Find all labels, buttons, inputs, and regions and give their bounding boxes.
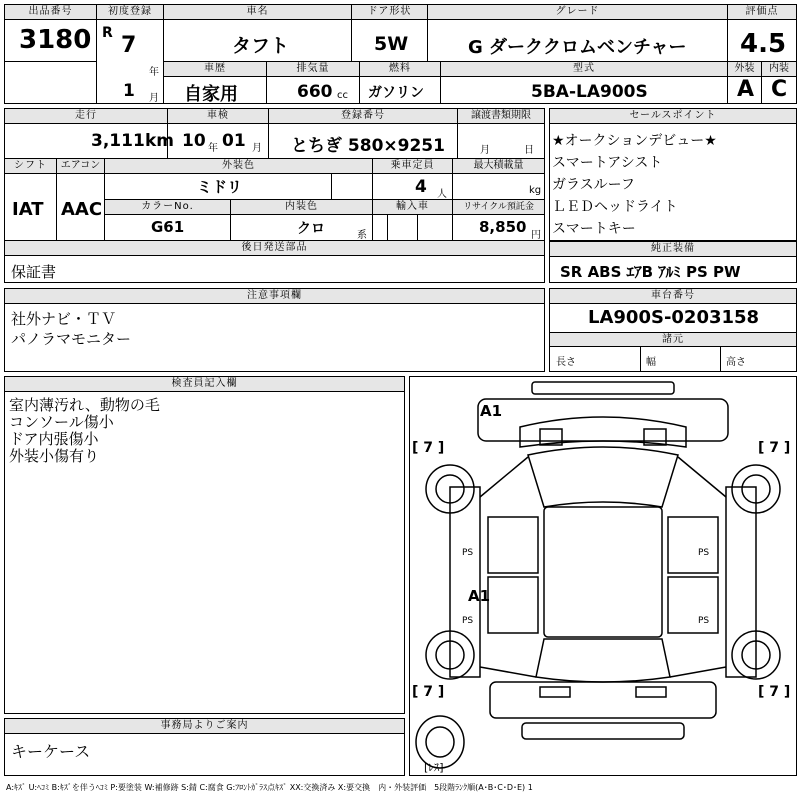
- legend: A:ｷｽﾞ U:ﾍｺﾐ B:ｷｽﾞを伴うﾍｺﾐ P:要塗装 W:補修跡 S:錆 C:腐食 G:ﾌﾛﾝﾄｶﾞﾗｽ点ｷｽﾞ XX:交換済み X:要交換 内・外装評価 5段階ﾗﾝｸ順(A･B･C･D･E) 1: [6, 783, 533, 792]
- inspector-line: 室内薄汚れ、動物の毛: [9, 396, 160, 414]
- mileage-unit: km: [145, 131, 175, 151]
- inspector-line: コンソール傷小: [9, 413, 114, 431]
- sales-point-item: ＬＥＤヘッドライト: [552, 199, 678, 215]
- office-block: [4, 718, 405, 776]
- spec-block: [4, 108, 545, 283]
- reg-no: とちぎ 580×9251: [291, 136, 445, 156]
- tire-rear-right: [ 7 ]: [758, 684, 791, 700]
- car-name-cell: [164, 5, 352, 62]
- max-load-unit: kg: [529, 185, 542, 196]
- int-color-cell: [231, 200, 373, 241]
- office-label: 事務局よりご案内: [5, 719, 404, 734]
- chassis-block: [549, 288, 797, 372]
- inspection-month: 01: [222, 131, 246, 151]
- mileage-cell: [5, 109, 175, 159]
- notes-line: パノラマモニター: [11, 330, 132, 348]
- exterior-cell: [728, 62, 762, 103]
- svg-text:PS: PS: [698, 616, 710, 626]
- era: R: [102, 25, 113, 41]
- equipment: SR ABS ｴｱB ｱﾙﾐ PS PW: [560, 263, 741, 281]
- capacity: 4: [415, 177, 427, 197]
- svg-text:PS: PS: [698, 548, 710, 558]
- ext-color: ミドリ: [197, 178, 243, 196]
- svg-text:PS: PS: [462, 548, 474, 558]
- transfer-cell: [458, 109, 544, 159]
- grade-label: グレード: [428, 5, 727, 20]
- door-type: 5W: [374, 33, 409, 55]
- lot-number: 3180: [19, 25, 92, 55]
- interior-label: 内装: [762, 62, 796, 77]
- grade: G ダーククロムベンチャー: [468, 37, 687, 58]
- inspection-cell: [168, 109, 269, 159]
- chassis-number: LA900S-0203158: [588, 307, 760, 328]
- later-parts-label: 後日発送部品: [5, 241, 544, 256]
- score: 4.5: [740, 29, 787, 59]
- damage-mark-side: A1: [468, 587, 491, 605]
- ext-color-cell: [105, 159, 373, 200]
- mileage: 3,111: [91, 131, 145, 151]
- model-cell: [441, 62, 728, 103]
- chassis-label: 車台番号: [550, 289, 796, 304]
- color-no-cell: [105, 200, 231, 241]
- sales-point-item: ガラスルーフ: [552, 177, 635, 193]
- reg-no-label: 登録番号: [269, 109, 457, 124]
- transfer-label: 譲渡書類期限: [458, 109, 544, 124]
- equipment-label: 純正装備: [550, 242, 796, 257]
- car-diagram: [409, 376, 797, 776]
- fuel-cell: [360, 62, 441, 103]
- exterior-label: 外装: [728, 62, 761, 77]
- history: 自家用: [184, 84, 238, 105]
- sales-points-block: [549, 108, 797, 241]
- fuel: ガソリン: [368, 85, 424, 101]
- notes-line: 社外ナビ・ＴＶ: [11, 310, 117, 328]
- int-color: クロ: [297, 221, 325, 237]
- max-load-label: 最大積載量: [453, 159, 544, 174]
- import-cell: [373, 200, 453, 241]
- ext-color-label: 外装色: [105, 159, 372, 174]
- transfer-day: 日: [524, 145, 534, 156]
- tire-front-right: [ 7 ]: [758, 440, 791, 456]
- inspector-label: 検査員記入欄: [5, 377, 404, 392]
- model-label: 型式: [441, 62, 727, 77]
- capacity-label: 乗車定員: [373, 159, 452, 174]
- first-reg-cell: [97, 5, 164, 103]
- displacement-unit: cc: [337, 90, 348, 101]
- car-name-label: 車名: [164, 5, 351, 20]
- model: 5BA-LA900S: [531, 82, 648, 102]
- displacement-label: 排気量: [267, 62, 359, 77]
- history-label: 車歴: [164, 62, 266, 77]
- transfer-month: 月: [480, 145, 490, 156]
- score-label: 評価点: [728, 5, 796, 20]
- shift-cell: [5, 159, 57, 241]
- reg-no-cell: [269, 109, 458, 159]
- sales-point-item: スマートキー: [552, 221, 636, 237]
- color-no: G61: [151, 218, 185, 236]
- dims-label: 諸元: [550, 332, 796, 347]
- height-label: 高さ: [726, 357, 746, 368]
- month-unit: 月: [149, 93, 159, 104]
- grade-cell: [428, 5, 728, 62]
- lot-label: 出品番号: [5, 5, 96, 20]
- car-name: タフト: [232, 35, 290, 57]
- damage-mark-front: A1: [480, 402, 503, 420]
- year-unit: 年: [149, 67, 159, 78]
- interior-grade: C: [771, 77, 788, 102]
- inspection-year-unit: 年: [208, 143, 218, 154]
- score-cell: [728, 5, 796, 62]
- later-parts: 保証書: [11, 263, 57, 281]
- recycle-label: リサイクル預託金: [453, 200, 544, 215]
- length-label: 長さ: [556, 357, 576, 368]
- recycle-unit: 円: [531, 230, 541, 241]
- shift: IAT: [12, 199, 44, 220]
- import-label: 輸入車: [373, 200, 452, 215]
- header-block: [4, 4, 797, 104]
- inspector-block: [4, 376, 405, 714]
- spare-tire-label: [ﾚｽ]: [424, 761, 444, 774]
- inspection-month-unit: 月: [252, 143, 262, 154]
- tire-front-left: [ 7 ]: [412, 440, 445, 456]
- ac-cell: [57, 159, 105, 241]
- sales-point-item: スマートアシスト: [552, 155, 663, 171]
- reg-year: 7: [121, 33, 137, 58]
- recycle: 8,850: [479, 218, 527, 236]
- tire-rear-left: [ 7 ]: [412, 684, 445, 700]
- history-cell: [164, 62, 267, 103]
- displacement: 660: [297, 82, 333, 102]
- inspector-line: 外装小傷有り: [9, 447, 100, 465]
- exterior-grade: A: [737, 77, 755, 102]
- int-color-label: 内装色: [231, 200, 372, 215]
- color-no-label: カラーNo.: [105, 200, 230, 215]
- displacement-cell: [267, 62, 360, 103]
- max-load-cell: [453, 159, 544, 200]
- capacity-cell: [373, 159, 453, 200]
- inspection-year: 10: [182, 131, 206, 151]
- int-color-unit: 系: [357, 230, 367, 241]
- first-reg-label: 初度登録: [97, 5, 163, 20]
- lot-cell: [5, 5, 97, 61]
- capacity-unit: 人: [437, 189, 447, 200]
- ac-label: エアコン: [57, 159, 104, 174]
- sales-points-label: セールスポイント: [550, 109, 796, 124]
- reg-month: 1: [123, 81, 135, 101]
- notes-label: 注意事項欄: [5, 289, 544, 304]
- shift-label: シフト: [5, 159, 56, 174]
- office-note: キーケース: [11, 742, 91, 761]
- equipment-block: [549, 241, 797, 283]
- width-label: 幅: [646, 357, 656, 368]
- door-label: ドア形状: [352, 5, 427, 20]
- recycle-cell: [453, 200, 544, 241]
- sales-point-item: ★オークションデビュー★: [552, 133, 717, 149]
- mileage-label: 走行: [5, 109, 167, 124]
- door-cell: [352, 5, 428, 62]
- ac: AAC: [61, 199, 103, 220]
- fuel-label: 燃料: [360, 62, 440, 77]
- notes-block: [4, 288, 545, 372]
- interior-cell: [762, 62, 796, 103]
- inspection-label: 車検: [168, 109, 268, 124]
- car-outline-icon: [410, 377, 796, 775]
- svg-text:PS: PS: [462, 616, 474, 626]
- inspector-line: ドア内張傷小: [9, 430, 99, 448]
